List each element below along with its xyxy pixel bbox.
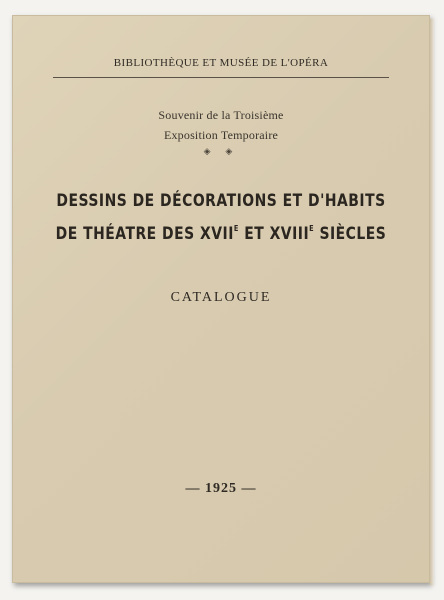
booklet-cover [12, 15, 430, 583]
souvenir-text [12, 105, 430, 145]
title-line-2-part-c: SIÈCLES [314, 224, 387, 244]
title-superscript-1: E [233, 224, 239, 233]
ornament-icon: ◈ ◈ [203, 147, 239, 157]
title-line-2-part-a: DE THÉATRE DES XVII [55, 224, 234, 244]
souvenir-line-2: Exposition Temporaire [163, 128, 279, 142]
title-line-2 [50, 215, 393, 248]
title-superscript-2: E [309, 224, 315, 233]
souvenir-line-1: Souvenir de la Troisième [158, 108, 284, 122]
title-line-2-part-b: ET XVIII [238, 224, 310, 244]
year-label: — 1925 — [185, 481, 257, 496]
title-line-1: DESSINS DE DÉCORATIONS ET D'HABITS [56, 191, 386, 211]
institution-header: BIBLIOTHÈQUE ET MUSÉE DE L'OPÉRA [113, 57, 329, 69]
main-title [50, 187, 393, 248]
catalogue-label: CATALOGUE [170, 290, 272, 305]
header-rule [53, 77, 389, 78]
